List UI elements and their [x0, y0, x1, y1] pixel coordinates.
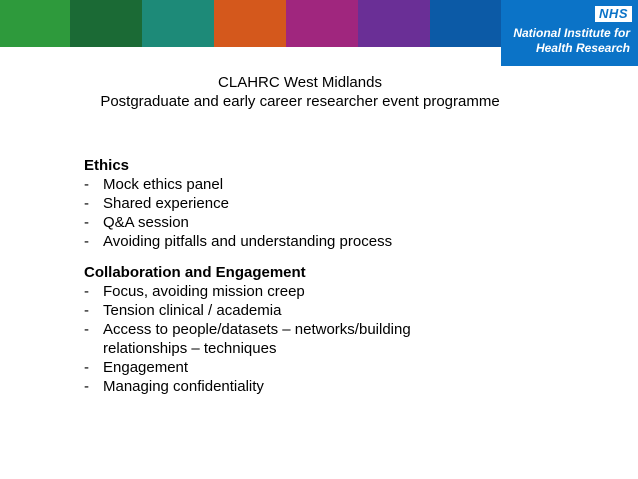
logo-line-1: National Institute for	[513, 26, 630, 40]
list-item: - Avoiding pitfalls and understanding process	[84, 233, 393, 250]
section-heading: Ethics	[84, 157, 130, 174]
list-item: - Shared experience	[84, 195, 229, 212]
section-heading: Collaboration and Engagement	[84, 264, 306, 281]
nihr-logo	[501, 0, 638, 66]
color-block-purple	[358, 0, 430, 47]
list-item: - Tension clinical / academia	[84, 302, 282, 319]
page-subtitle: Postgraduate and early career researcher event programme	[100, 93, 500, 110]
list-item: - Engagement	[84, 359, 189, 376]
color-block-blue	[430, 0, 501, 47]
list-item: - Managing confidentiality	[84, 378, 264, 395]
ethics-list	[84, 175, 604, 251]
color-block-green	[0, 0, 70, 47]
collaboration-list	[84, 282, 604, 396]
list-item: - Q&A session	[84, 214, 189, 231]
list-item: - Mock ethics panel	[84, 176, 224, 193]
color-block-magenta	[286, 0, 358, 47]
list-item: - Access to people/datasets – networks/building relationships – techniques	[84, 321, 411, 357]
color-block-dark-green	[70, 0, 142, 47]
page-title: CLAHRC West Midlands	[218, 74, 382, 91]
list-item: - Focus, avoiding mission creep	[84, 283, 305, 300]
logo-line-2: Health Research	[535, 41, 630, 55]
color-block-orange	[214, 0, 286, 47]
ethics-section	[84, 156, 604, 251]
color-block-teal	[142, 0, 214, 47]
collaboration-section	[84, 263, 604, 396]
nhs-badge: NHS	[595, 6, 632, 22]
